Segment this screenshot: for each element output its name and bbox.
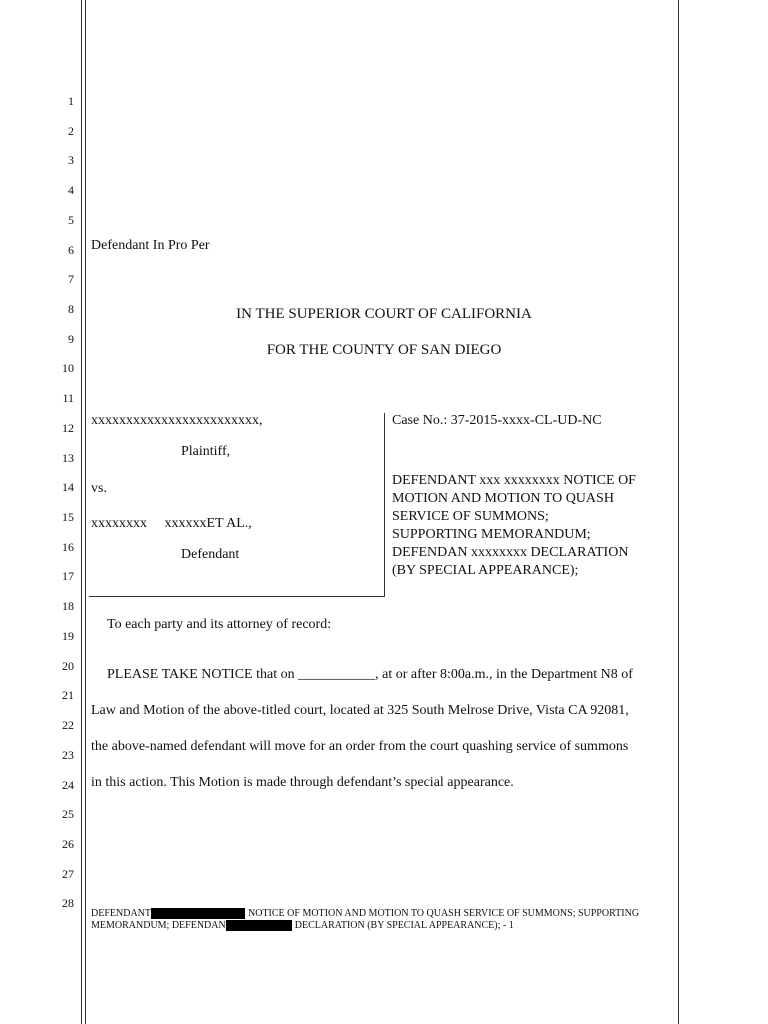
notice-paragraph-line: PLEASE TAKE NOTICE that on ___________, at or after 8:00a.m., in the Department N8 of	[107, 667, 633, 682]
footer-text: DECLARATION (BY SPECIAL APPEARANCE); - 1	[294, 920, 514, 931]
line-number: 3	[68, 153, 74, 167]
footer-text: MEMORANDUM; DEFENDAN	[91, 920, 226, 931]
line-number: 11	[62, 391, 74, 405]
redaction-block	[226, 920, 292, 931]
line-number: 8	[68, 302, 74, 316]
footer-line	[91, 908, 677, 920]
caption-bottom-rule	[89, 596, 384, 597]
line-number: 18	[62, 599, 74, 613]
defendant-name: xxxxxxxx xxxxxxET AL.,	[91, 516, 252, 531]
party-role: Defendant In Pro Per	[91, 238, 210, 253]
line-number: 5	[68, 213, 74, 227]
case-number: Case No.: 37-2015-xxxx-CL-UD-NC	[392, 413, 602, 428]
document-title	[392, 472, 636, 580]
line-number: 17	[62, 569, 74, 583]
document-title-line: MOTION AND MOTION TO QUASH	[392, 491, 614, 506]
line-number: 20	[62, 659, 74, 673]
line-number: 22	[62, 718, 74, 732]
notice-paragraph-line: in this action. This Motion is made through defendant’s special appearance.	[91, 775, 514, 790]
line-number: 6	[68, 243, 74, 257]
left-margin-rule-inner	[85, 0, 86, 1024]
right-margin-rule	[678, 0, 679, 1024]
vs-label: vs.	[91, 481, 107, 496]
notice-paragraph-line: the above-named defendant will move for an order from the court quashing service of summons	[91, 739, 629, 754]
line-number: 12	[62, 421, 74, 435]
page-footer	[91, 908, 677, 932]
line-number: 1	[68, 94, 74, 108]
line-number: 2	[68, 124, 74, 138]
footer-text: NOTICE OF MOTION AND MOTION TO QUASH SERVICE OF SUMMONS; SUPPORTING	[248, 908, 640, 919]
redaction-block	[151, 908, 245, 919]
line-number: 4	[68, 183, 74, 197]
line-number: 25	[62, 807, 74, 821]
caption-right-rule	[384, 413, 385, 597]
document-title-line: DEFENDANT xxx xxxxxxxx NOTICE OF	[392, 473, 636, 488]
document-title-line: SERVICE OF SUMMONS;	[392, 509, 549, 524]
line-number: 7	[68, 272, 74, 286]
defendant-label: Defendant	[181, 547, 240, 562]
plaintiff-name: xxxxxxxxxxxxxxxxxxxxxxxx,	[91, 413, 263, 428]
line-number: 28	[62, 896, 74, 910]
plaintiff-label: Plaintiff,	[181, 444, 231, 459]
line-number: 15	[62, 510, 74, 524]
salutation: To each party and its attorney of record:	[107, 617, 332, 632]
line-number: 16	[62, 540, 74, 554]
line-number: 27	[62, 867, 74, 881]
document-title-line: SUPPORTING MEMORANDUM;	[392, 527, 591, 542]
line-number: 26	[62, 837, 74, 851]
left-margin-rule-outer	[81, 0, 82, 1024]
court-name: IN THE SUPERIOR COURT OF CALIFORNIA	[236, 306, 532, 322]
line-number: 14	[62, 480, 74, 494]
line-number: 24	[62, 778, 74, 792]
notice-paragraph-line: Law and Motion of the above-titled court, located at 325 South Melrose Drive, Vista CA 92081,	[91, 703, 629, 718]
footer-text: DEFENDANT	[91, 908, 151, 919]
line-number: 23	[62, 748, 74, 762]
line-number: 13	[62, 451, 74, 465]
line-number: 21	[62, 688, 74, 702]
document-title-line: DEFENDAN xxxxxxxx DECLARATION	[392, 545, 629, 560]
court-county: FOR THE COUNTY OF SAN DIEGO	[266, 342, 502, 358]
line-number: 9	[68, 332, 74, 346]
line-number: 19	[62, 629, 74, 643]
line-number: 10	[62, 361, 74, 375]
document-title-line: (BY SPECIAL APPEARANCE);	[392, 563, 579, 578]
footer-line	[91, 920, 677, 932]
